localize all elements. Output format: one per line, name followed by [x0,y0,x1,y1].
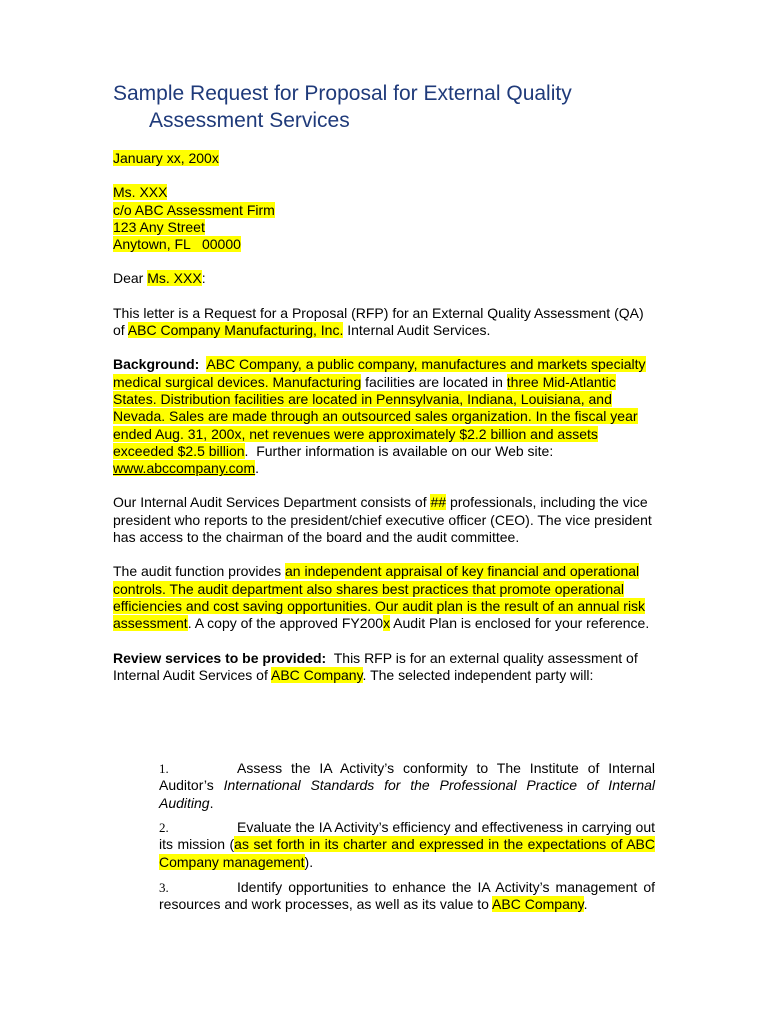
list-item: 2. Evaluate the IA Activity’s efficiency and effectiveness in carrying out its mission (as set forth in its charter and expressed in the expectations of ABC Company management). [159,819,655,870]
website-link[interactable]: www.abccompany.com [113,460,256,477]
list-number: 1. [159,761,169,776]
title-line-1: Sample Request for Proposal for External Quality [113,82,572,105]
department-paragraph: Our Internal Audit Services Department consists of ## professionals, including the vice president who reports to the president/chief executive officer (CEO). The vice president has access to the chairman of the board and the audit committee. [113,494,652,546]
background-label: Background: [113,356,200,373]
address-block [113,184,658,253]
title-line-2: Assessment Services [149,109,350,132]
document-title [113,80,733,134]
audit-function-paragraph: The audit function provides an independent appraisal of key financial and operational controls. The audit department also shares best practices that promote operational efficiencies and cost saving opportunities. Our audit plan is the result of an annual risk assessment. A copy of the approved FY200x Audit Plan is enclosed for your reference. [113,563,650,632]
list-number: 2. [159,820,169,835]
letter-date: January xx, 200x [113,150,219,166]
salutation: Dear Ms. XXX: [113,270,206,287]
review-label: Review services to be provided: [113,649,327,666]
list-number: 3. [159,880,169,895]
intro-paragraph: This letter is a Request for a Proposal (RFP) for an External Quality Assessment (QA) of ABC Company Manufacturing, Inc. Internal Audit Services. [113,304,644,339]
recipient-street: 123 Any Street [113,218,205,235]
review-paragraph: Review services to be provided: This RFP is for an external quality assessment of Internal Audit Services of ABC Company. The selected independent party will: [113,649,642,683]
recipient-city: Anytown, FL 00000 [113,236,241,253]
letter-body [113,150,658,684]
list-item: 3. Identify opportunities to enhance the IA Activity’s management of resources and work processes, as well as its value to ABC Company. [159,879,655,913]
recipient-firm: c/o ABC Assessment Firm [113,201,275,218]
recipient-name: Ms. XXX [113,184,168,201]
list-item: 1. Assess the IA Activity’s conformity to The Institute of Internal Auditor’s International Standards for the Professional Practice of Internal Auditing. [159,760,655,811]
background-paragraph: Background: ABC Company, a public company, manufactures and markets specialty medical surgical devices. Manufacturing facilities are located in three Mid-Atlantic States. Distribution facilities are located in Pennsylvania, Indiana, Louisiana, and Nevada. Sales are made through an outsourced sales organization. In the fiscal year ended Aug. 31, 200x, net revenues were approximately $2.2 billion and assets exceeded $2.5 billion. Further information is available on our Web site: www.abccompany.com. [113,356,646,477]
